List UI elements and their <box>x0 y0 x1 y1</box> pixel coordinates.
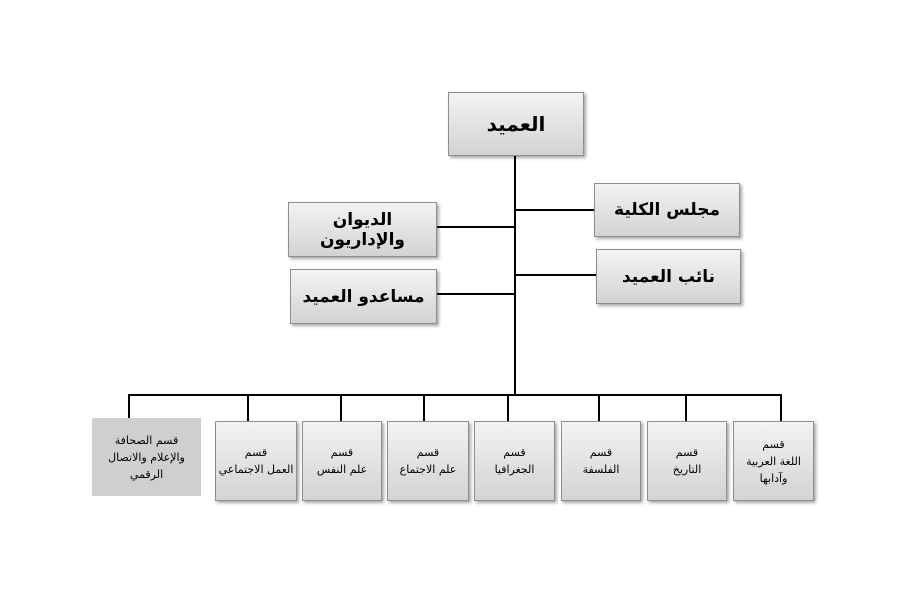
vice-dean-box <box>596 249 741 304</box>
branch-line-assistants <box>437 293 515 295</box>
administration-box <box>288 202 437 257</box>
department-box-social-work <box>215 421 297 501</box>
vice-dean-label: نائب العميد <box>621 266 716 287</box>
college-council-box <box>594 183 740 237</box>
dept-drop-line <box>685 394 687 422</box>
department-label: قسم اللغة العربية وآدابها <box>746 437 801 485</box>
dept-drop-line <box>423 394 425 422</box>
dept-drop-line <box>340 394 342 422</box>
department-box-geography <box>474 421 555 501</box>
department-label: قسم الفلسفة <box>582 446 620 476</box>
department-label: قسم علم النفس <box>316 446 368 476</box>
assistants-box <box>290 269 437 324</box>
dept-drop-line <box>128 394 130 420</box>
department-label: قسم الصحافة والإعلام والاتصال الرقمي <box>108 433 185 481</box>
branch-line-administration <box>437 226 515 228</box>
department-label: قسم الجغرافيا <box>494 446 535 476</box>
branch-line-council <box>515 209 595 211</box>
dean-box <box>448 92 584 156</box>
department-label: قسم علم الاجتماع <box>399 446 457 476</box>
department-label: قسم العمل الاجتماعي <box>218 446 294 476</box>
dept-drop-line <box>780 394 782 422</box>
department-box-sociology <box>387 421 469 501</box>
department-label: قسم التاريخ <box>672 446 702 476</box>
trunk-line <box>514 156 516 396</box>
department-box-arabic <box>733 421 814 501</box>
branch-line-vice-dean <box>515 274 597 276</box>
dept-drop-line <box>507 394 509 422</box>
dept-drop-line <box>598 394 600 422</box>
department-box-journalism <box>92 418 201 496</box>
department-box-philosophy <box>561 421 641 501</box>
administration-label: الديوان والإداريون <box>320 209 405 250</box>
dept-drop-line <box>247 394 249 422</box>
college-council-label: مجلس الكلية <box>614 200 720 220</box>
assistants-label: مساعدو العميد <box>302 286 425 307</box>
departments-bus-line <box>128 394 782 396</box>
dean-label: العميد <box>486 112 546 136</box>
department-box-history <box>647 421 727 501</box>
department-box-psychology <box>302 421 382 501</box>
